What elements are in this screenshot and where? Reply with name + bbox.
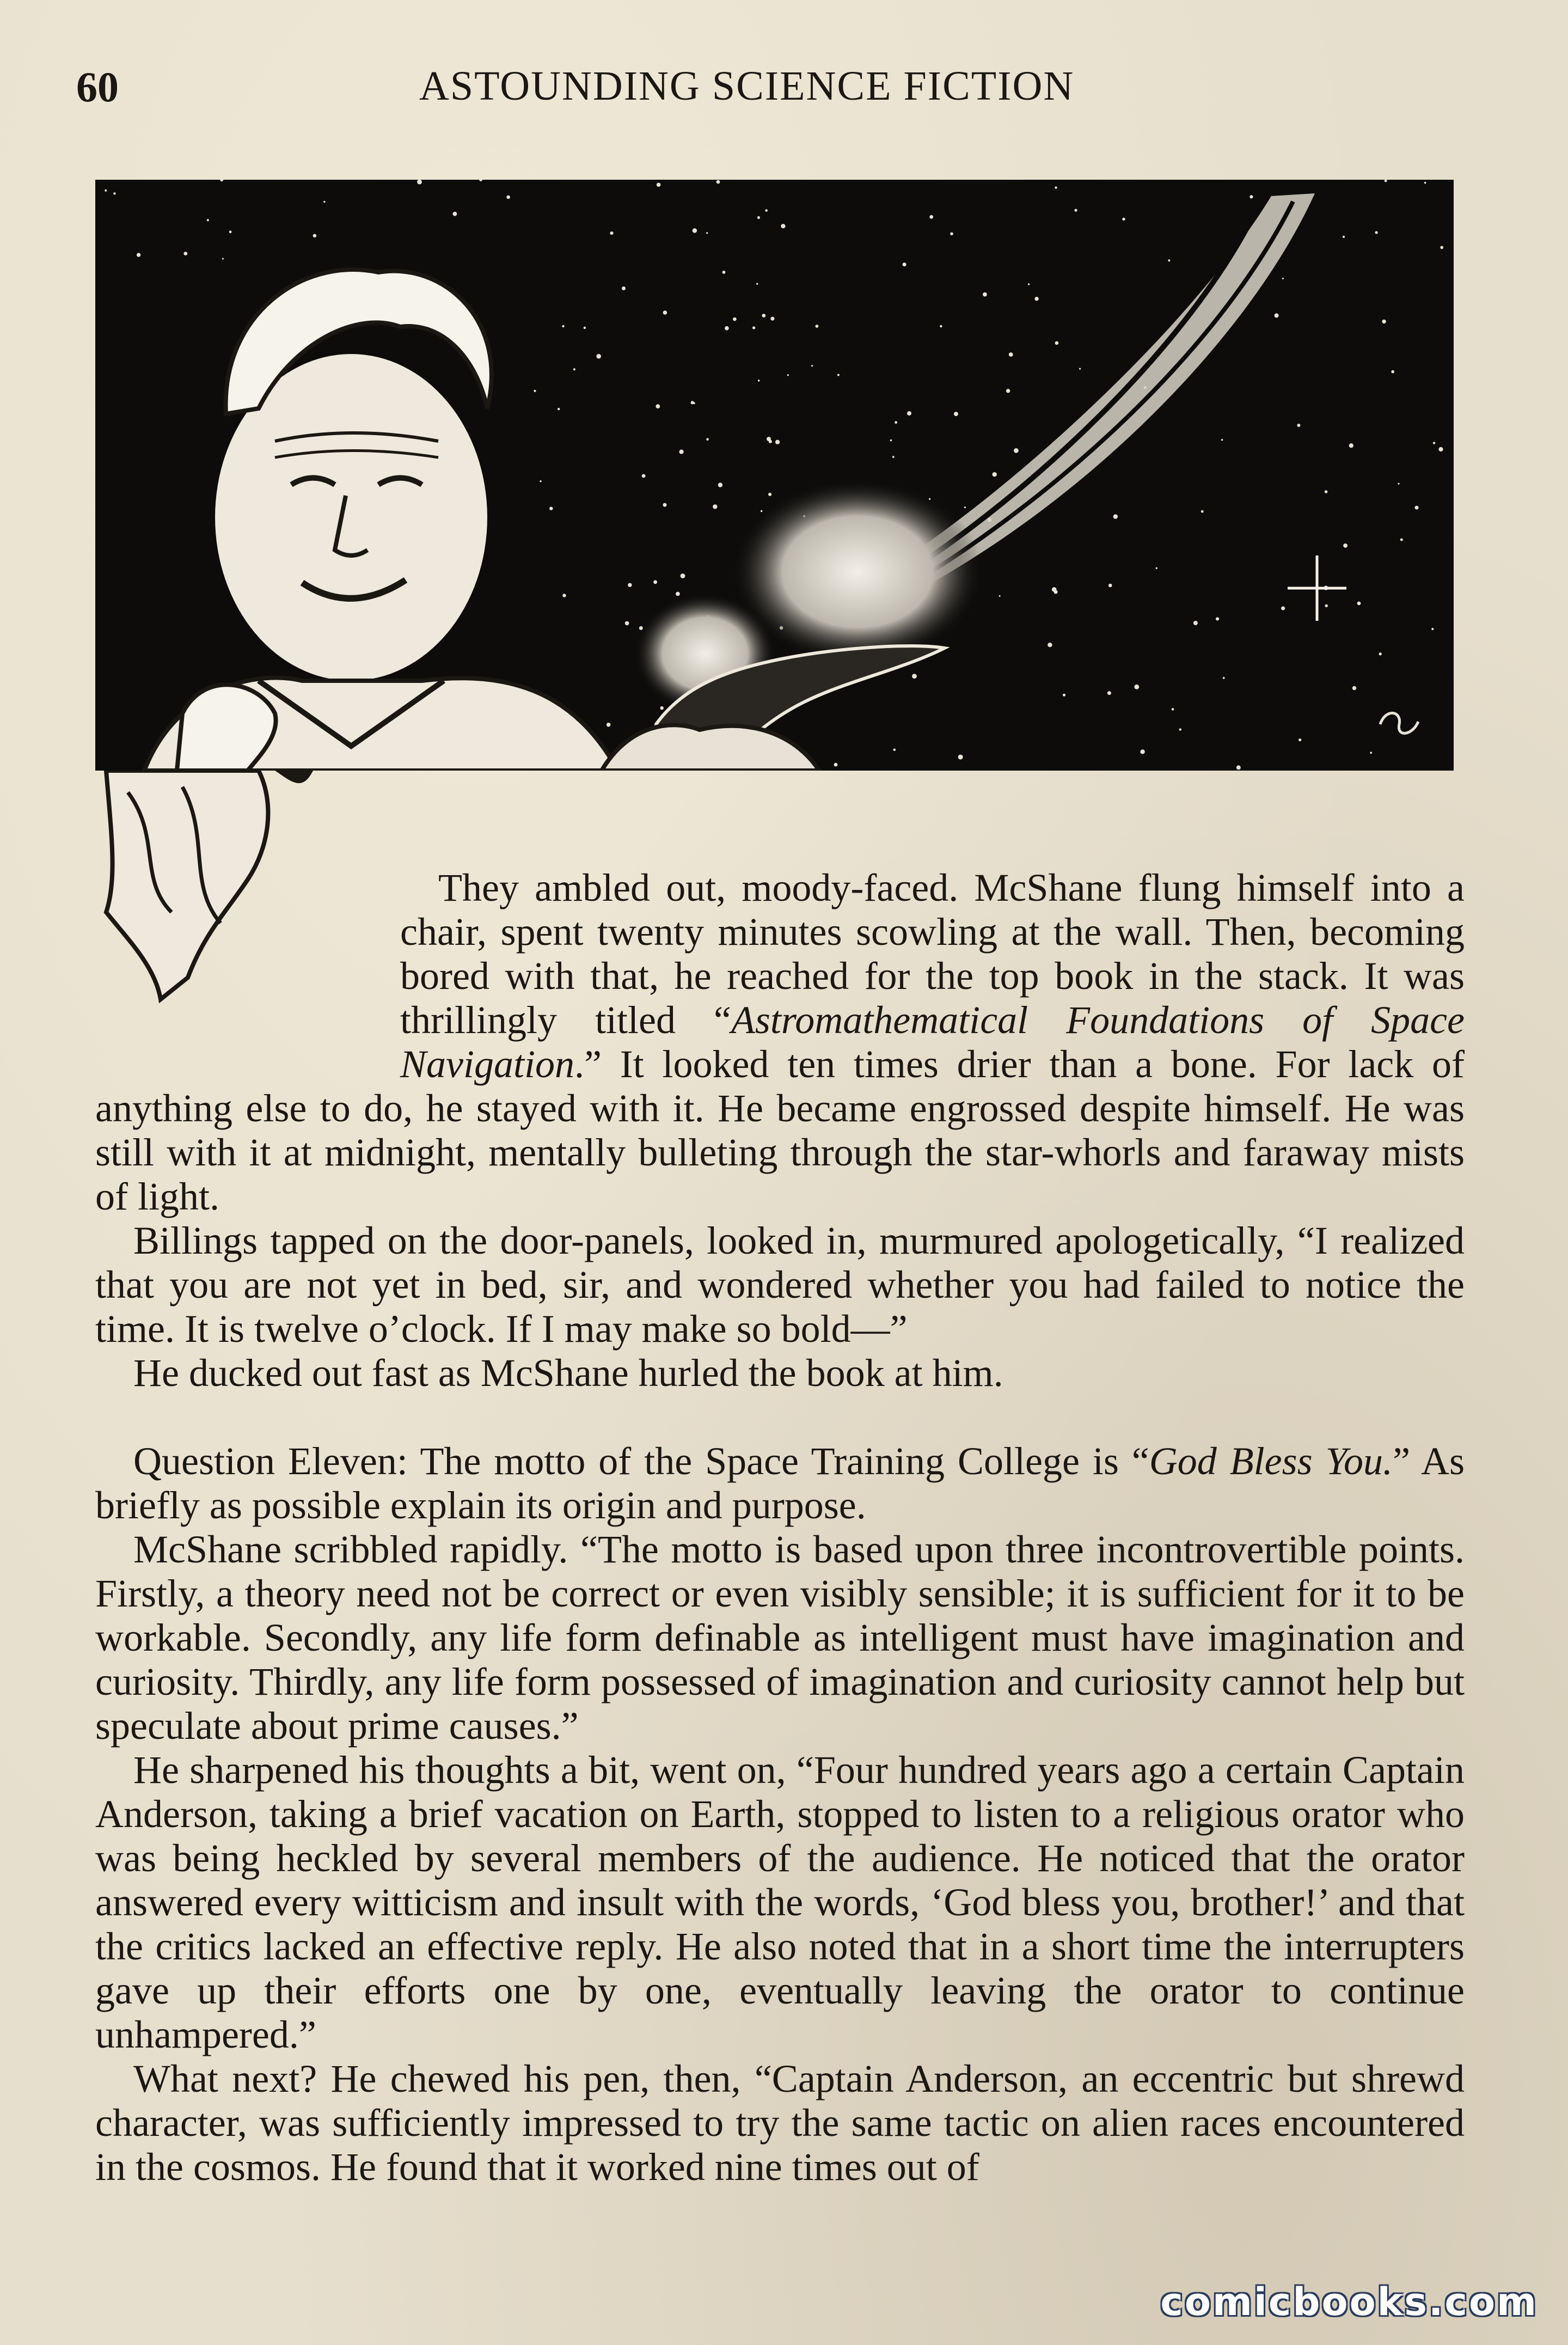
text-run: Question Eleven: The motto of the Space Training College is “ xyxy=(133,1439,1149,1483)
paragraphs xyxy=(95,866,1465,2189)
star xyxy=(137,253,140,257)
text-run: They ambled out, moody-faced. McShane flung himself into a chair, spent twenty minutes scowling at the wall. Then, becoming bored with that, he reached for the top book in the stack. It was thrillingly titled “ xyxy=(400,866,1465,1042)
star xyxy=(1370,752,1372,754)
star xyxy=(713,504,717,509)
running-head: ASTOUNDING SCIENCE FICTION xyxy=(419,63,1075,109)
star xyxy=(770,317,774,321)
star xyxy=(1055,341,1059,345)
star xyxy=(1107,691,1111,695)
italic-text: God Bless You. xyxy=(1149,1439,1393,1483)
star xyxy=(229,230,232,233)
star xyxy=(607,723,611,727)
star xyxy=(207,219,209,221)
text-run: He sharpened his thoughts a bit, went on, “Four hundred years ago a certain Captain Anderson, taking a brief vacation on Earth, stopped to listen to a religious orator who was being heckled by several members of the audience. He noticed that the orator answered every witticism and insult with the words, ‘God bless you, brother!’ and that the critics lacked an effective reply. He also noted that in a short time the interrupters gave up their efforts one by one, eventually leaving the orator to continue unhampered.” xyxy=(95,1748,1465,2056)
star xyxy=(558,408,560,410)
star xyxy=(762,314,765,317)
star xyxy=(787,374,789,376)
star xyxy=(642,474,646,478)
star xyxy=(929,215,933,219)
star xyxy=(1433,442,1435,444)
star xyxy=(895,421,897,424)
star xyxy=(1028,283,1030,285)
star xyxy=(706,232,708,234)
star xyxy=(892,456,895,458)
star xyxy=(1108,584,1112,588)
star xyxy=(993,472,997,477)
star xyxy=(1424,182,1426,184)
text-run: Billings tapped on the door-panels, looked in, murmured apologetically, “I realized that you are not yet in bed, sir, and wondered whether you had failed to notice the time. It is twelve o’clock. If I may make so bold—” xyxy=(95,1219,1465,1351)
star xyxy=(1223,677,1225,679)
star xyxy=(222,258,224,260)
star xyxy=(1063,694,1065,697)
star xyxy=(1325,490,1328,493)
star xyxy=(964,506,966,508)
star xyxy=(1298,738,1301,741)
star xyxy=(573,368,575,370)
star xyxy=(1193,621,1198,625)
star xyxy=(761,510,763,512)
paragraph xyxy=(95,1439,1465,1528)
star xyxy=(769,440,772,443)
star xyxy=(1014,448,1019,453)
star xyxy=(1281,606,1285,610)
star xyxy=(1009,352,1013,357)
star xyxy=(1052,587,1057,592)
star xyxy=(506,196,510,199)
star xyxy=(625,621,629,626)
star xyxy=(1385,180,1387,182)
star xyxy=(765,209,768,212)
star xyxy=(999,595,1001,597)
italic-text: Astromathematical Foundations of Space Navigation xyxy=(400,998,1465,1086)
star xyxy=(893,748,896,751)
star xyxy=(1297,424,1300,427)
star xyxy=(113,192,115,194)
star xyxy=(1379,652,1382,655)
star xyxy=(1343,543,1347,548)
body-text xyxy=(95,866,1465,2189)
star xyxy=(1236,765,1241,770)
star xyxy=(706,438,709,441)
star xyxy=(725,326,729,331)
star xyxy=(903,262,906,266)
text-run: .” It looked ten times drier than a bone. For lack of anything else to do, he stayed with it. He became engrossed despite himself. He was still with it at midnight, mentally bulleting through the star-whorls and faraway mists of light. xyxy=(95,1042,1465,1218)
star xyxy=(834,763,838,767)
star xyxy=(657,182,661,187)
star xyxy=(1250,195,1253,198)
star xyxy=(610,231,613,235)
star xyxy=(679,450,684,454)
star xyxy=(1216,617,1219,620)
star xyxy=(417,180,422,185)
star xyxy=(1349,443,1353,448)
star xyxy=(716,180,720,184)
star xyxy=(1179,728,1181,730)
star xyxy=(681,573,685,578)
star xyxy=(1201,510,1204,513)
star xyxy=(811,365,813,367)
star xyxy=(1055,186,1057,188)
star xyxy=(1398,483,1399,485)
star xyxy=(596,354,601,359)
star xyxy=(1431,628,1434,630)
star xyxy=(693,228,697,233)
text-run: He ducked out fast as McShane hurled the book at him. xyxy=(133,1351,1003,1395)
star xyxy=(1122,218,1125,221)
star xyxy=(663,310,667,315)
star xyxy=(758,380,760,382)
star xyxy=(534,390,536,392)
star xyxy=(1140,749,1144,754)
star xyxy=(1343,236,1345,238)
star xyxy=(1074,209,1077,212)
star xyxy=(676,592,680,596)
star xyxy=(1079,368,1081,370)
illustration-wrap-space xyxy=(95,866,400,1051)
star xyxy=(656,404,660,408)
star xyxy=(1282,278,1284,279)
story-illustration xyxy=(95,180,1454,771)
star xyxy=(1048,643,1052,647)
star xyxy=(733,317,737,321)
star xyxy=(1275,313,1279,317)
paragraph xyxy=(95,1219,1465,1351)
star xyxy=(549,507,553,510)
star xyxy=(1440,246,1443,249)
star xyxy=(1168,259,1170,261)
text-run: McShane scribbled rapidly. “The motto is based upon three incontrovertible points. Firstly, a theory need not be correct or even visibly sensible; it is sufficient for it to be workable. Secondly, any life form definable as intelligent must have imagination and curiosity. Thirdly, any life form possessed of imagination and curiosity cannot help but speculate about prime causes.” xyxy=(95,1528,1465,1748)
star xyxy=(1034,297,1038,301)
star xyxy=(660,706,664,710)
star xyxy=(940,325,942,327)
star xyxy=(890,439,892,442)
star xyxy=(837,374,840,376)
star xyxy=(1352,686,1356,690)
site-watermark: comicbooks.com xyxy=(1160,2280,1538,2324)
star xyxy=(628,583,632,587)
star xyxy=(1375,231,1378,234)
star xyxy=(950,233,953,236)
star xyxy=(540,480,541,482)
star xyxy=(1134,685,1139,689)
star xyxy=(757,216,760,219)
star xyxy=(105,190,107,192)
paragraph xyxy=(95,1528,1465,1748)
star xyxy=(622,286,626,290)
star xyxy=(584,327,586,329)
text-run: What next? He chewed his pen, then, “Captain Anderson, an eccentric but shrewd character, was sufficiently impressed to try the same tactic on alien races encountered in the cosmos. He found that it worked nine times out of xyxy=(95,2057,1465,2189)
star xyxy=(453,212,457,216)
star xyxy=(1172,708,1174,711)
paragraph xyxy=(95,1748,1465,2057)
star xyxy=(1006,389,1010,393)
star xyxy=(653,580,657,584)
paragraph xyxy=(95,1351,1465,1395)
star xyxy=(663,503,667,507)
star xyxy=(1415,506,1419,510)
star xyxy=(323,201,325,203)
star xyxy=(816,325,819,328)
star xyxy=(1382,320,1386,323)
star xyxy=(752,326,755,329)
star xyxy=(1391,370,1394,374)
star xyxy=(958,755,963,760)
star xyxy=(983,292,987,297)
star xyxy=(722,271,726,274)
star xyxy=(768,493,771,496)
star xyxy=(781,224,785,228)
star xyxy=(912,674,917,679)
star xyxy=(756,283,758,285)
star xyxy=(1438,447,1443,451)
star xyxy=(479,180,482,181)
text-run: ” As briefly as possible explain its origin and purpose. xyxy=(95,1439,1465,1527)
star xyxy=(775,440,780,444)
star xyxy=(1357,602,1361,606)
page-number: 60 xyxy=(76,63,119,111)
star xyxy=(562,594,566,597)
illustration-art xyxy=(95,180,1454,771)
star xyxy=(718,483,722,487)
star xyxy=(1156,567,1157,569)
paragraph xyxy=(95,2057,1465,2189)
star xyxy=(313,234,317,238)
star xyxy=(562,325,564,327)
star xyxy=(1325,604,1328,607)
star xyxy=(220,180,223,181)
star xyxy=(183,252,187,255)
star xyxy=(907,411,911,416)
star xyxy=(1113,514,1118,518)
star xyxy=(693,402,695,405)
star xyxy=(1221,439,1223,441)
star xyxy=(1400,539,1403,541)
star xyxy=(954,412,958,416)
